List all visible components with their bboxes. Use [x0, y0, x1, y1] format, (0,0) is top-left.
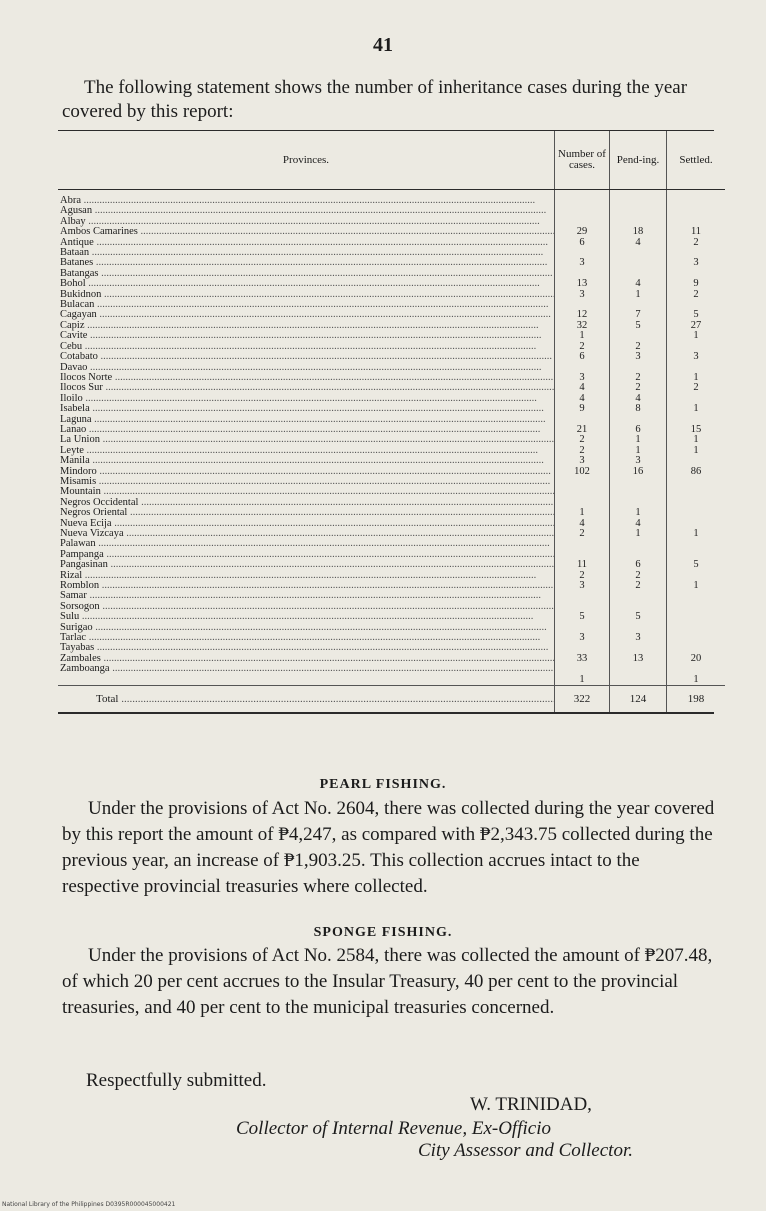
table-row [58, 331, 725, 341]
number-cell [555, 248, 610, 258]
sponge-fishing-heading: SPONGE FISHING. [313, 925, 453, 940]
province-cell: Ilocos Sur ..... [58, 383, 555, 393]
intro-paragraph: The following statement shows the number of inheritance cases during the year covered by this report: [62, 77, 688, 122]
settled-cell [667, 363, 726, 373]
province-cell: Tarlac ..... [58, 633, 555, 643]
pending-cell [610, 675, 667, 686]
province-cell: Lanao ..... [58, 425, 555, 435]
settled-cell [667, 477, 726, 487]
number-cell: 12 [555, 310, 610, 320]
number-cell [555, 643, 610, 653]
number-cell: 1 [555, 508, 610, 518]
table-row [58, 435, 725, 445]
table-row [58, 591, 725, 601]
province-cell: Cebu ..... [58, 342, 555, 352]
settled-cell: 11 [667, 227, 726, 237]
pending-cell: 3 [610, 456, 667, 466]
library-footer: National Library of the Philippines D0395R000045000421 [2, 1201, 176, 1208]
number-cell: 5 [555, 612, 610, 622]
settled-cell: 5 [667, 560, 726, 570]
settled-cell [667, 415, 726, 425]
table-row [58, 352, 725, 362]
province-cell: Agusan ..... [58, 206, 555, 216]
settled-cell [667, 664, 726, 674]
number-cell: 13 [555, 279, 610, 289]
signatory-title-line-1: Collector of Internal Revenue, Ex-Officio [236, 1118, 551, 1139]
number-cell: 6 [555, 352, 610, 362]
table-row [58, 612, 725, 622]
province-cell: Negros Oriental ..... [58, 508, 555, 518]
pending-cell: 8 [610, 404, 667, 414]
table-row [58, 539, 725, 549]
pending-cell [610, 664, 667, 674]
number-cell: 2 [555, 435, 610, 445]
pending-cell [610, 591, 667, 601]
province-cell: Sorsogon ..... [58, 602, 555, 612]
settled-cell [667, 591, 726, 601]
inheritance-cases-table [58, 130, 714, 714]
pending-cell: 18 [610, 227, 667, 237]
pending-cell: 1 [610, 446, 667, 456]
settled-cell: 27 [667, 321, 726, 331]
number-cell: 4 [555, 519, 610, 529]
province-cell: Albay ..... [58, 217, 555, 227]
number-cell [555, 217, 610, 227]
pending-cell: 7 [610, 310, 667, 320]
table-row [58, 217, 725, 227]
settled-cell: 3 [667, 258, 726, 268]
table-row [58, 196, 725, 206]
table-row [58, 415, 725, 425]
number-cell [555, 591, 610, 601]
settled-cell: 1 [667, 331, 726, 341]
table-row [58, 227, 725, 237]
settled-cell [667, 300, 726, 310]
settled-cell [667, 643, 726, 653]
number-cell [555, 363, 610, 373]
pending-cell: 1 [610, 290, 667, 300]
table-row [58, 238, 725, 248]
pending-cell [610, 269, 667, 279]
province-cell: Laguna ..... [58, 415, 555, 425]
pending-cell [610, 487, 667, 497]
header-provinces: Provinces. [58, 131, 555, 190]
number-cell [555, 623, 610, 633]
table-row [58, 363, 725, 373]
province-cell: Davao ..... [58, 363, 555, 373]
province-cell: Misamis ..... [58, 477, 555, 487]
total-number: 322 [555, 686, 610, 713]
number-cell: 1 [555, 675, 610, 686]
number-cell [555, 550, 610, 560]
table-row [58, 519, 725, 529]
province-cell: Pangasinan ..... [58, 560, 555, 570]
number-cell [555, 206, 610, 216]
table-row [58, 560, 725, 570]
table-row [58, 310, 725, 320]
number-cell [555, 300, 610, 310]
number-cell: 2 [555, 529, 610, 539]
header-settled: Settled. [667, 131, 726, 190]
province-cell: Cotabato ..... [58, 352, 555, 362]
settled-cell: 1 [667, 581, 726, 591]
table-row [58, 675, 725, 686]
number-cell: 2 [555, 446, 610, 456]
province-cell: Rizal ..... [58, 571, 555, 581]
settled-cell [667, 571, 726, 581]
number-cell [555, 539, 610, 549]
pending-cell: 4 [610, 238, 667, 248]
province-cell: Manila ..... [58, 456, 555, 466]
number-cell [555, 487, 610, 497]
table-row [58, 571, 725, 581]
table-row [58, 477, 725, 487]
table-row [58, 383, 725, 393]
province-cell: Palawan ..... [58, 539, 555, 549]
pending-cell [610, 550, 667, 560]
settled-cell [667, 248, 726, 258]
settled-cell: 1 [667, 373, 726, 383]
table-row [58, 550, 725, 560]
table-row [58, 467, 725, 477]
settled-cell [667, 394, 726, 404]
settled-cell: 1 [667, 435, 726, 445]
settled-cell [667, 602, 726, 612]
province-cell: Capiz ..... [58, 321, 555, 331]
province-cell: Bulacan ..... [58, 300, 555, 310]
table-row [58, 487, 725, 497]
pending-cell [610, 206, 667, 216]
province-cell: Bukidnon ..... [58, 290, 555, 300]
number-cell: 11 [555, 560, 610, 570]
table-row [58, 602, 725, 612]
number-cell: 1 [555, 331, 610, 341]
number-cell: 6 [555, 238, 610, 248]
number-cell: 2 [555, 571, 610, 581]
province-cell: Isabela ..... [58, 404, 555, 414]
pending-cell: 1 [610, 529, 667, 539]
pending-cell: 6 [610, 560, 667, 570]
settled-cell: 1 [667, 446, 726, 456]
table-row [58, 654, 725, 664]
province-cell: La Union ..... [58, 435, 555, 445]
table-row [58, 269, 725, 279]
table-row [58, 279, 725, 289]
pending-cell: 6 [610, 425, 667, 435]
number-cell [555, 498, 610, 508]
table-row [58, 394, 725, 404]
province-cell [58, 675, 555, 686]
settled-cell [667, 342, 726, 352]
province-cell: Surigao ..... [58, 623, 555, 633]
number-cell: 102 [555, 467, 610, 477]
page-number: 41 [373, 34, 393, 56]
table-body [58, 190, 725, 686]
number-cell: 4 [555, 394, 610, 404]
settled-cell [667, 508, 726, 518]
pending-cell [610, 498, 667, 508]
settled-cell: 2 [667, 383, 726, 393]
number-cell [555, 196, 610, 206]
sponge-fishing-paragraph: Under the provisions of Act No. 2584, there was collected the amount of ₱207.48, of which 20 per cent accrues to the Insular Treasury, 40 per cent to the provincial treasuries, and 40 per cent to the municipal treasuries concerned. [62, 945, 713, 1018]
table-row [58, 373, 725, 383]
number-cell: 9 [555, 404, 610, 414]
province-cell: Cavite ..... [58, 331, 555, 341]
number-cell: 2 [555, 342, 610, 352]
settled-cell [667, 539, 726, 549]
province-cell: Bohol ..... [58, 279, 555, 289]
table-row [58, 258, 725, 268]
table-row [58, 633, 725, 643]
pending-cell: 13 [610, 654, 667, 664]
table-row [58, 342, 725, 352]
pending-cell [610, 415, 667, 425]
province-cell: Leyte ..... [58, 446, 555, 456]
number-cell [555, 415, 610, 425]
settled-cell [667, 206, 726, 216]
settled-cell [667, 456, 726, 466]
settled-cell [667, 217, 726, 227]
table-row [58, 206, 725, 216]
number-cell [555, 477, 610, 487]
table-row [58, 581, 725, 591]
number-cell: 29 [555, 227, 610, 237]
settled-cell [667, 623, 726, 633]
table-row [58, 498, 725, 508]
table-row [58, 456, 725, 466]
settled-cell: 20 [667, 654, 726, 664]
table-row [58, 248, 725, 258]
pending-cell: 2 [610, 373, 667, 383]
settled-cell [667, 550, 726, 560]
settled-cell: 2 [667, 290, 726, 300]
number-cell: 33 [555, 654, 610, 664]
settled-cell: 86 [667, 467, 726, 477]
settled-cell [667, 269, 726, 279]
province-cell: Ambos Camarines ..... [58, 227, 555, 237]
pending-cell [610, 477, 667, 487]
province-cell: Antique ..... [58, 238, 555, 248]
settled-cell [667, 196, 726, 206]
table-row [58, 425, 725, 435]
pearl-fishing-heading: PEARL FISHING. [319, 777, 447, 792]
province-cell: Cagayan ..... [58, 310, 555, 320]
total-label: Total ..... [58, 686, 555, 713]
settled-cell: 1 [667, 529, 726, 539]
table-row [58, 300, 725, 310]
pending-cell [610, 623, 667, 633]
pending-cell: 3 [610, 352, 667, 362]
signatory-name: W. TRINIDAD, [470, 1094, 592, 1115]
pending-cell: 16 [610, 467, 667, 477]
settled-cell: 2 [667, 238, 726, 248]
pending-cell [610, 300, 667, 310]
pending-cell: 4 [610, 519, 667, 529]
pending-cell: 2 [610, 342, 667, 352]
number-cell: 3 [555, 373, 610, 383]
pending-cell [610, 363, 667, 373]
settled-cell: 9 [667, 279, 726, 289]
table-row [58, 508, 725, 518]
settled-cell [667, 498, 726, 508]
province-cell: Zamboanga ..... [58, 664, 555, 674]
settled-cell: 15 [667, 425, 726, 435]
closing-line: Respectfully submitted. [86, 1070, 267, 1091]
settled-cell [667, 633, 726, 643]
table-row [58, 321, 725, 331]
pending-cell: 3 [610, 633, 667, 643]
pending-cell [610, 196, 667, 206]
table-row [58, 529, 725, 539]
table-bottom-rule [58, 712, 714, 714]
pending-cell: 4 [610, 394, 667, 404]
number-cell [555, 602, 610, 612]
table-row [58, 623, 725, 633]
number-cell: 4 [555, 383, 610, 393]
settled-cell: 3 [667, 352, 726, 362]
province-cell: Nueva Vizcaya ..... [58, 529, 555, 539]
pending-cell: 2 [610, 581, 667, 591]
province-cell: Samar ..... [58, 591, 555, 601]
province-cell: Pampanga ..... [58, 550, 555, 560]
province-cell: Nueva Ecija ..... [58, 519, 555, 529]
pearl-fishing-paragraph: Under the provisions of Act No. 2604, there was collected during the year covered by this report the amount of ₱4,247, as compared with ₱2,343.75 collected during the previous year, an increase of ₱1,903.25. This collection accrues intact to the respective provincial treasuries where collected. [62, 798, 715, 897]
province-cell: Tayabas ..... [58, 643, 555, 653]
number-cell [555, 269, 610, 279]
pending-cell: 1 [610, 435, 667, 445]
pending-cell [610, 331, 667, 341]
number-cell: 3 [555, 633, 610, 643]
settled-cell: 5 [667, 310, 726, 320]
settled-cell [667, 487, 726, 497]
signatory-title-line-2: City Assessor and Collector. [418, 1140, 633, 1161]
table-row [58, 446, 725, 456]
province-cell: Ilocos Norte ..... [58, 373, 555, 383]
table-row [58, 290, 725, 300]
settled-cell: 1 [667, 675, 726, 686]
table-row [58, 664, 725, 674]
pending-cell [610, 248, 667, 258]
province-cell: Negros Occidental ..... [58, 498, 555, 508]
number-cell: 3 [555, 258, 610, 268]
province-cell: Zambales ..... [58, 654, 555, 664]
settled-cell: 1 [667, 404, 726, 414]
header-number-of-cases: Number of cases. [555, 131, 610, 190]
pending-cell: 2 [610, 571, 667, 581]
number-cell: 21 [555, 425, 610, 435]
total-row [58, 686, 725, 713]
number-cell [555, 664, 610, 674]
number-cell: 32 [555, 321, 610, 331]
pending-cell: 4 [610, 279, 667, 289]
number-cell: 3 [555, 456, 610, 466]
pending-cell [610, 539, 667, 549]
pending-cell [610, 258, 667, 268]
province-cell: Mindoro ..... [58, 467, 555, 477]
province-cell: Sulu ..... [58, 612, 555, 622]
table-row [58, 404, 725, 414]
pending-cell [610, 643, 667, 653]
total-settled: 198 [667, 686, 726, 713]
pending-cell [610, 217, 667, 227]
province-cell: Iloilo ..... [58, 394, 555, 404]
province-cell: Batangas ..... [58, 269, 555, 279]
province-cell: Bataan ..... [58, 248, 555, 258]
number-cell: 3 [555, 581, 610, 591]
province-cell: Batanes ..... [58, 258, 555, 268]
settled-cell [667, 519, 726, 529]
pending-cell: 5 [610, 321, 667, 331]
table-row [58, 643, 725, 653]
table-header-row [58, 131, 725, 190]
header-pending: Pend-ing. [610, 131, 667, 190]
province-cell: Abra ..... [58, 196, 555, 206]
province-cell: Mountain ..... [58, 487, 555, 497]
province-cell: Romblon ..... [58, 581, 555, 591]
pending-cell: 2 [610, 383, 667, 393]
total-pending: 124 [610, 686, 667, 713]
number-cell: 3 [555, 290, 610, 300]
pending-cell [610, 602, 667, 612]
pending-cell: 1 [610, 508, 667, 518]
pending-cell: 5 [610, 612, 667, 622]
settled-cell [667, 612, 726, 622]
